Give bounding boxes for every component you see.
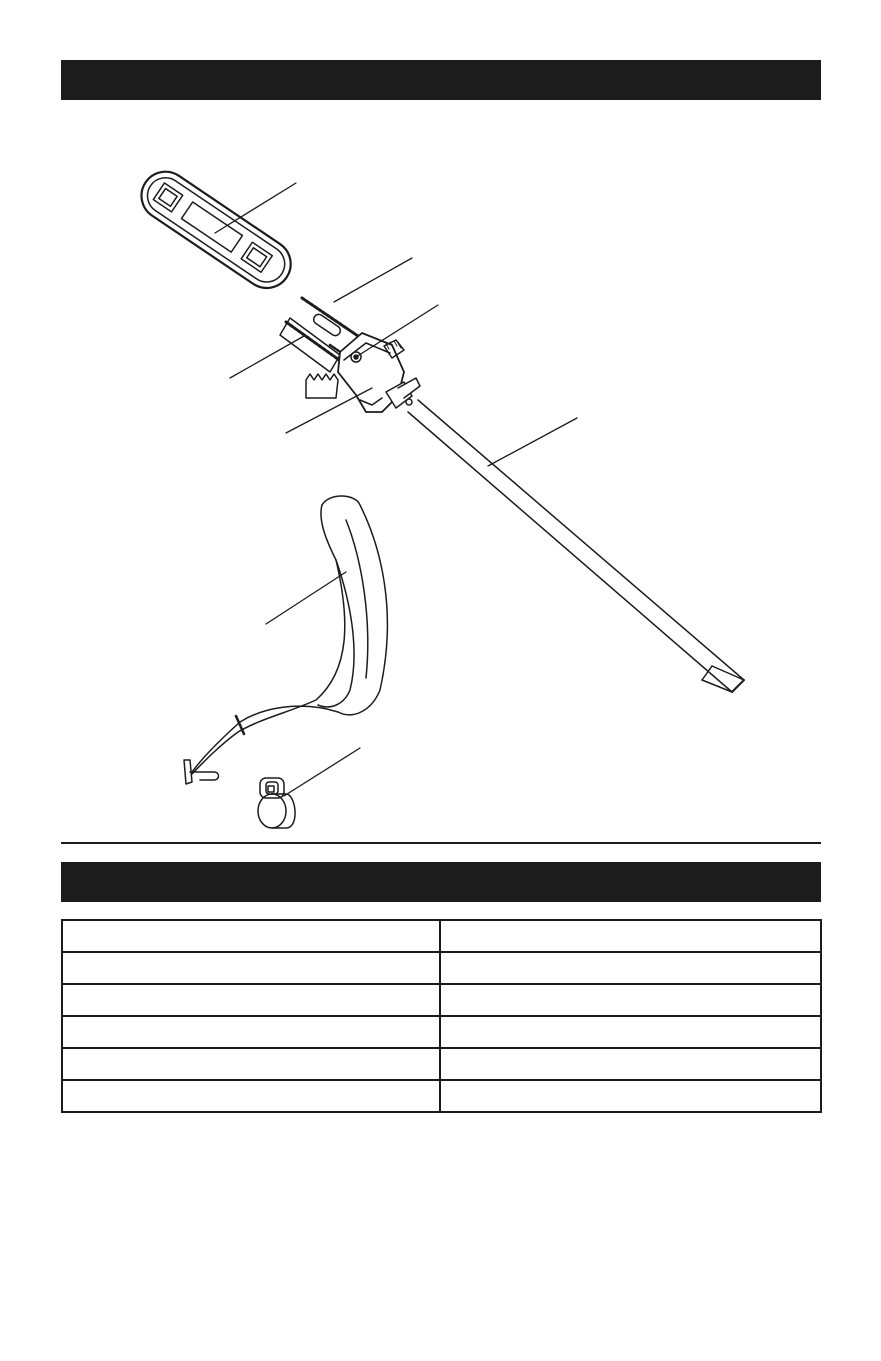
- table-row: [62, 1016, 821, 1048]
- table-row: [62, 1080, 821, 1112]
- table-cell: [440, 952, 821, 984]
- extension-pole: [408, 400, 744, 692]
- table-cell: [440, 984, 821, 1016]
- table-cell: [62, 1080, 440, 1112]
- table-cell: [62, 984, 440, 1016]
- hook-teeth: [306, 374, 338, 398]
- shoulder-strap: [184, 496, 387, 784]
- strap-clamp: [258, 778, 295, 828]
- table-cell: [440, 920, 821, 952]
- table-cell: [62, 1048, 440, 1080]
- bar-scabbard: [132, 162, 300, 297]
- section-divider: [61, 842, 821, 844]
- saw-head: [338, 333, 420, 412]
- table-row: [62, 920, 821, 952]
- table-cell: [440, 1080, 821, 1112]
- table-cell: [440, 1048, 821, 1080]
- table-cell: [62, 920, 440, 952]
- table-row: [62, 984, 821, 1016]
- table-row: [62, 1048, 821, 1080]
- table-cell: [62, 1016, 440, 1048]
- specifications-table: [61, 919, 822, 1113]
- table-row: [62, 952, 821, 984]
- table-cell: [62, 952, 440, 984]
- guide-bar: [280, 312, 342, 372]
- table-cell: [440, 1016, 821, 1048]
- section-heading-banner: [61, 862, 821, 902]
